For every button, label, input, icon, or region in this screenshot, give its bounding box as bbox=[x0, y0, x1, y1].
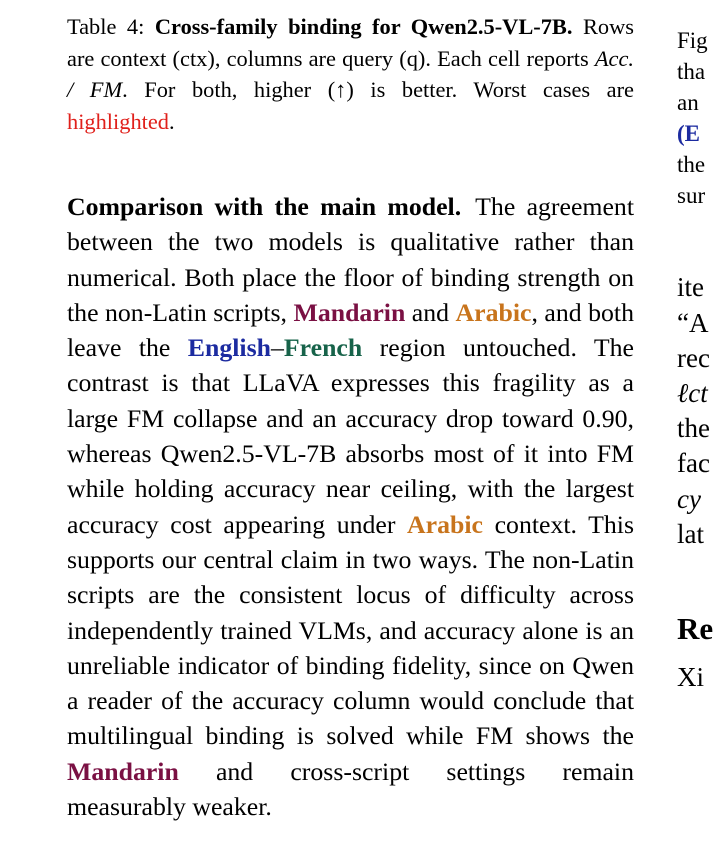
right-line: the bbox=[677, 413, 710, 443]
right-line: Xi bbox=[677, 662, 704, 692]
right-line: rec bbox=[677, 343, 710, 373]
paragraph-heading: Comparison with the main model. bbox=[67, 192, 462, 221]
right-line: fac bbox=[677, 448, 710, 478]
right-line: “A bbox=[677, 308, 709, 338]
right-line: Fig bbox=[677, 28, 708, 53]
lang-mandarin: Mandarin bbox=[293, 297, 406, 327]
right-line: tha bbox=[677, 59, 706, 84]
lang-french: French bbox=[283, 333, 363, 363]
right-line: sur bbox=[677, 183, 706, 208]
comparison-paragraph bbox=[67, 189, 634, 824]
lang-mandarin-2: Mandarin bbox=[67, 756, 179, 786]
lang-dash: – bbox=[270, 333, 284, 363]
paragraph-text-4: region untouched. The contrast is that LLaVA expresses this fragility as a large FM collapse and an accuracy drop toward 0.90, whereas Qwen2.5-VL-7B absorbs most of it into FM while holding accuracy near ceiling, with the largest accuracy cost appearing under bbox=[67, 333, 634, 539]
right-line: ℓct bbox=[677, 378, 708, 408]
lang-arabic-2: Arabic bbox=[407, 509, 483, 539]
caption-period: . bbox=[169, 108, 175, 134]
paragraph-text-3: , and both leave the bbox=[67, 297, 634, 363]
caption-acc-fm: Acc. / FM bbox=[67, 45, 634, 102]
paragraph-text-5: context. This supports our central claim in two ways. The non-Latin scripts are the consistent locus of difficulty across independently trained VLMs, and accuracy alone is an unreliable indicator of binding fidelity, since on Qwen a reader of the accuracy column would conclude that multilingual binding is solved while FM shows the bbox=[67, 509, 634, 751]
right-line: lat bbox=[677, 519, 704, 549]
paragraph-text-1: The agreement between the two models is qualitative rather than numerical. Both place the floor of binding strength on the non-Latin scripts, bbox=[67, 192, 634, 327]
table-caption bbox=[67, 11, 634, 137]
right-line: the bbox=[677, 152, 706, 177]
caption-label: Table 4: bbox=[67, 14, 145, 39]
paragraph-text-2: and bbox=[405, 297, 456, 327]
right-line: an bbox=[677, 90, 699, 115]
right-line: (E bbox=[677, 121, 700, 146]
right-line: ite bbox=[677, 272, 704, 302]
right-line: cy bbox=[677, 484, 701, 514]
right-column-fragment bbox=[677, 0, 717, 856]
right-heading: Re bbox=[677, 611, 714, 646]
lang-arabic: Arabic bbox=[455, 297, 532, 327]
caption-title: Cross-family binding for Qwen2.5-VL-7B. bbox=[154, 14, 573, 39]
caption-text-2: . For both, higher (↑) is better. Worst cases are bbox=[122, 77, 634, 102]
lang-english: English bbox=[187, 333, 271, 363]
caption-text-1: Rows are context (ctx), columns are query (q). Each cell reports bbox=[67, 14, 634, 71]
caption-highlighted: highlighted bbox=[67, 108, 169, 134]
paragraph-text-6: and cross-script settings remain measurably weaker. bbox=[67, 756, 634, 822]
